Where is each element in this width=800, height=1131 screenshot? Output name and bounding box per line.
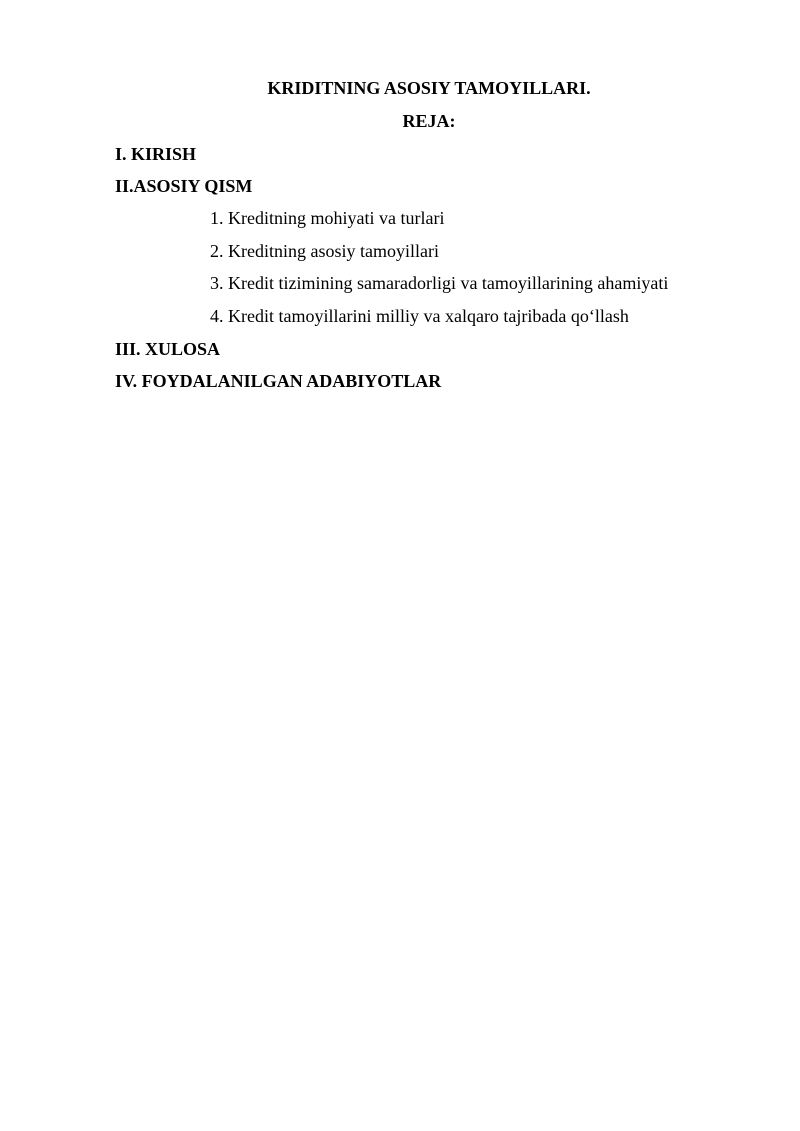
plan-heading: REJA:	[402, 111, 456, 131]
document-title: KRIDITNING ASOSIY TAMOYILLARI.	[267, 78, 591, 98]
subsection-item: 2. Kreditning asosiy tamoyillari	[210, 241, 439, 261]
subsection-item: 4. Kredit tamoyillarini milliy va xalqaro tajribada qo‘llash	[210, 306, 629, 326]
section-kirish: I. KIRISH	[115, 144, 197, 164]
section-asosiy-qism: II.ASOSIY QISM	[115, 176, 253, 196]
subsection-item: 3. Kredit tizimining samaradorligi va tamoyillarining ahamiyati	[210, 273, 669, 293]
subsection-item: 1. Kreditning mohiyati va turlari	[210, 208, 445, 228]
section-xulosa: III. XULOSA	[115, 339, 221, 359]
section-foydalanilgan-adabiyotlar: IV. FOYDALANILGAN ADABIYOTLAR	[115, 371, 442, 391]
